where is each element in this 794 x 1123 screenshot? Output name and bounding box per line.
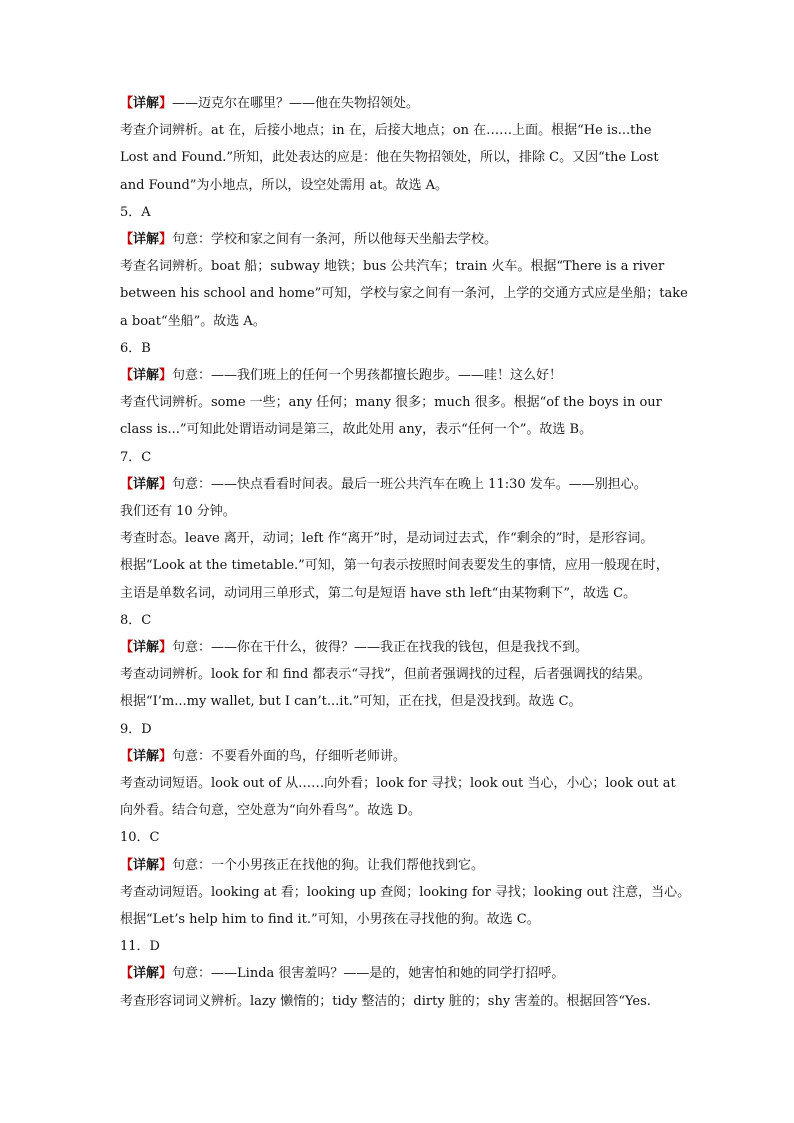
detail-tag-close: 】 xyxy=(159,640,173,655)
line-text: 5．A xyxy=(120,204,151,220)
detail-tag-label: 详解 xyxy=(133,748,160,764)
text-line xyxy=(120,177,680,195)
line-text: 句意：一个小男孩正在找他的狗。让我们帮他找到它。 xyxy=(172,857,485,873)
detail-tag xyxy=(120,368,172,383)
detail-tag xyxy=(120,96,172,111)
line-text: 考查名词辨析。boat 船；subway 地铁；bus 公共汽车；train 火车。根据“There is a river xyxy=(120,259,665,275)
detail-tag-close: 】 xyxy=(159,748,173,764)
text-line xyxy=(120,313,680,331)
detail-tag-open: 【 xyxy=(120,476,134,492)
line-text: 7．C xyxy=(120,449,152,465)
text-line xyxy=(120,204,680,222)
text-line xyxy=(120,340,680,358)
text-line xyxy=(120,421,680,439)
detail-tag xyxy=(120,477,172,492)
detail-tag xyxy=(120,858,172,873)
explanation-line xyxy=(120,95,680,113)
detail-tag-label: 详解 xyxy=(133,966,160,982)
text-line xyxy=(120,258,680,276)
line-text: 向外看。结合句意，空处意为“向外看鸟”。故选 D。 xyxy=(120,803,421,819)
line-text: Lost and Found.”所知，此处表达的应是：他在失物招领处，所以，排除 C。又因“the Lost xyxy=(120,150,659,166)
detail-tag-open: 【 xyxy=(120,966,134,982)
line-text: 主语是单数名词，动词用三单形式，第二句是短语 have sth left“由某物剩下”，故选 C。 xyxy=(120,585,637,601)
line-text: 9．D xyxy=(120,721,152,737)
detail-tag-label: 详解 xyxy=(133,857,160,873)
line-text: 句意：不要看外面的鸟，仔细听老师讲。 xyxy=(172,748,407,764)
explanation-line xyxy=(120,476,680,494)
text-line xyxy=(120,721,680,739)
line-text: 根据“Look at the timetable.”可知，第一句表示按照时间表要发生的事情，应用一般现在时， xyxy=(120,558,669,574)
detail-tag-open: 【 xyxy=(120,640,134,655)
line-text: 考查时态。leave 离开，动词；left 作“离开”时，是动词过去式，作“剩余的”时，是形容词。 xyxy=(120,531,654,547)
text-line xyxy=(120,530,680,548)
explanation-line xyxy=(120,231,680,249)
detail-tag-open: 【 xyxy=(120,857,134,873)
line-text: class is...”可知此处谓语动词是第三，故此处用 any，表示“任何一个”。故选 B。 xyxy=(120,422,593,438)
line-text: 考查动词短语。looking at 看；looking up 查阅；looking for 寻找；looking out 注意，当心。 xyxy=(120,884,691,900)
line-text: 我们还有 10 分钟。 xyxy=(120,504,236,519)
detail-tag xyxy=(120,232,172,247)
line-text: 考查动词辨析。look for 和 find 都表示“寻找”，但前者强调找的过程，后者强调找的结果。 xyxy=(120,667,651,683)
text-line xyxy=(120,612,680,630)
detail-tag-open: 【 xyxy=(120,368,134,383)
text-line xyxy=(120,911,680,929)
text-line xyxy=(120,585,680,603)
text-line xyxy=(120,993,680,1011)
detail-tag xyxy=(120,966,172,981)
line-text: 根据“I’m...my wallet, but I can’t...it.”可知，正在找，但是没找到。故选 C。 xyxy=(120,694,582,710)
line-text: 根据“Let’s help him to find it.”可知，小男孩在寻找他的狗。故选 C。 xyxy=(120,912,540,927)
text-line xyxy=(120,122,680,140)
detail-tag xyxy=(120,640,172,655)
text-line xyxy=(120,557,680,575)
line-text: ——迈克尔在哪里？——他在失物招领处。 xyxy=(172,96,420,111)
text-line xyxy=(120,666,680,684)
detail-tag-close: 】 xyxy=(159,368,173,383)
detail-tag-close: 】 xyxy=(159,966,173,982)
detail-tag-open: 【 xyxy=(120,232,134,247)
line-text: 句意：——Linda 很害羞吗？——是的，她害怕和她的同学打招呼。 xyxy=(172,966,565,982)
explanation-line xyxy=(120,639,680,657)
line-text: 10．C xyxy=(120,830,160,846)
line-text: 考查介词辨析。at 在，后接小地点；in 在，后接大地点；on 在……上面。根据“He is...the xyxy=(120,123,652,139)
line-text: 句意：——快点看看时间表。最后一班公共汽车在晚上 11:30 发车。——别担心。 xyxy=(172,476,647,492)
line-text: a boat“坐船”。故选 A。 xyxy=(120,313,266,329)
line-text: 考查动词短语。look out of 从……向外看；look for 寻找；look out 当心，小心；look out at xyxy=(120,776,676,791)
detail-tag-label: 详解 xyxy=(133,476,160,492)
explanation-line xyxy=(120,748,680,766)
explanation-line xyxy=(120,965,680,983)
text-line xyxy=(120,693,680,711)
text-line xyxy=(120,285,688,303)
text-line xyxy=(120,394,680,412)
detail-tag-open: 【 xyxy=(120,96,134,111)
detail-tag-label: 详解 xyxy=(133,96,160,111)
detail-tag-label: 详解 xyxy=(133,640,160,655)
detail-tag-open: 【 xyxy=(120,748,134,764)
detail-tag xyxy=(120,749,172,764)
text-line xyxy=(120,503,680,521)
explanation-line xyxy=(120,367,680,385)
text-line xyxy=(120,802,680,820)
line-text: between his school and home”可知，学校与家之间有一条河，上学的交通方式应是坐船；take xyxy=(120,286,688,302)
line-text: and Found”为小地点，所以，设空处需用 at。故选 A。 xyxy=(120,177,449,193)
detail-tag-close: 】 xyxy=(159,96,173,111)
text-line xyxy=(120,829,680,847)
line-text: 句意：——我们班上的任何一个男孩都擅长跑步。——哇！这么好！ xyxy=(172,368,563,383)
text-line xyxy=(120,449,680,467)
detail-tag-close: 】 xyxy=(159,857,173,873)
line-text: 6．B xyxy=(120,340,151,356)
detail-tag-label: 详解 xyxy=(133,368,160,383)
text-line xyxy=(120,775,680,793)
text-line xyxy=(120,884,691,902)
text-line xyxy=(120,938,680,956)
line-text: 8．C xyxy=(120,612,152,628)
line-text: 句意：学校和家之间有一条河，所以他每天坐船去学校。 xyxy=(172,232,498,247)
text-line xyxy=(120,149,680,167)
line-text: 11．D xyxy=(120,939,160,955)
detail-tag-close: 】 xyxy=(159,476,173,492)
detail-tag-close: 】 xyxy=(159,232,173,247)
line-text: 考查形容词词义辨析。lazy 懒惰的；tidy 整洁的；dirty 脏的；shy 害羞的。根据回答“Yes. xyxy=(120,993,651,1009)
detail-tag-label: 详解 xyxy=(133,232,160,247)
explanation-line xyxy=(120,857,680,875)
line-text: 句意：——你在干什么，彼得？——我正在找我的钱包，但是我找不到。 xyxy=(172,640,589,655)
line-text: 考查代词辨析。some 一些；any 任何；many 很多；much 很多。根据“of the boys in our xyxy=(120,395,662,411)
